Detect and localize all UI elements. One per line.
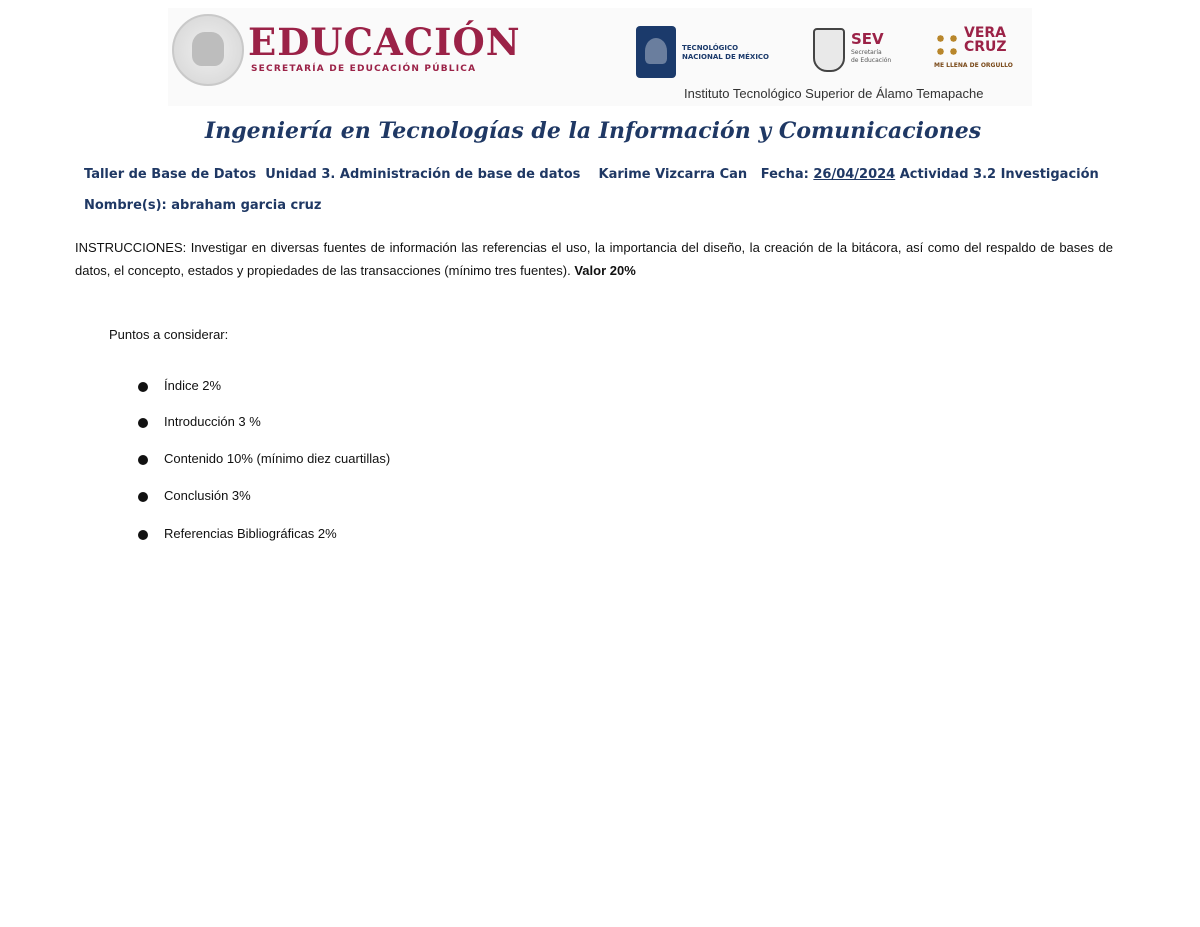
points-title: Puntos a considerar:: [109, 327, 229, 342]
list-item-text: Introducción 3 %: [164, 414, 261, 429]
instructions-text: Investigar en diversas fuentes de información las referencias el uso, la importancia del diseño, la creación de la bitácora, así como del respaldo de bases de datos, el concepto, estados y propiedades de las transacciones (mínimo tres fuentes).: [75, 240, 1113, 278]
bullet-icon: [138, 492, 148, 502]
teacher-name: Karime Vizcarra Can: [598, 167, 748, 182]
list-item-text: Índice 2%: [164, 378, 222, 393]
veracruz-pattern-icon: [934, 32, 960, 58]
list-item-text: Referencias Bibliográficas 2%: [164, 526, 337, 541]
date-label: Fecha:: [760, 167, 809, 182]
instructions-label: INSTRUCCIONES:: [75, 240, 187, 255]
course-name: Taller de Base de Datos: [84, 167, 257, 182]
meta-line: [84, 167, 1099, 182]
veracruz-logo-text: VERA CRUZ: [964, 25, 1007, 55]
date-value: 26/04/2024: [813, 167, 896, 182]
tecnm-logo-icon: [636, 26, 676, 78]
national-seal-icon: [172, 14, 244, 86]
instructions-paragraph: [75, 236, 1113, 282]
student-names: Nombre(s): abraham garcia cruz: [84, 198, 322, 213]
bullet-icon: [138, 530, 148, 540]
list-item-text: Conclusión 3%: [164, 488, 251, 503]
unit-name: Unidad 3. Administración de base de datos: [265, 167, 581, 182]
bullet-icon: [138, 455, 148, 465]
tecnm-logo-text: TECNOLÓGICO NACIONAL DE MÉXICO: [682, 44, 770, 61]
bullet-icon: [138, 382, 148, 392]
institute-name: Instituto Tecnológico Superior de Álamo Temapache: [684, 86, 984, 101]
sev-shield-icon: [813, 28, 845, 72]
sev-subtitle: Secretaría de Educación: [851, 49, 892, 64]
bullet-icon: [138, 418, 148, 428]
sev-logo-text: SEV: [851, 30, 884, 48]
educacion-logo-text: EDUCACIÓN: [248, 20, 521, 64]
header-banner: [168, 8, 1032, 106]
instructions-value: Valor 20%: [574, 263, 636, 278]
activity-name: Actividad 3.2 Investigación: [899, 167, 1099, 182]
career-heading: Ingeniería en Tecnologías de la Información y Comunicaciones: [204, 118, 982, 144]
list-item-text: Contenido 10% (mínimo diez cuartillas): [164, 451, 391, 466]
sep-subtitle: SECRETARÍA DE EDUCACIÓN PÚBLICA: [251, 64, 477, 74]
veracruz-slogan: ME LLENA DE ORGULLO: [934, 62, 1013, 69]
